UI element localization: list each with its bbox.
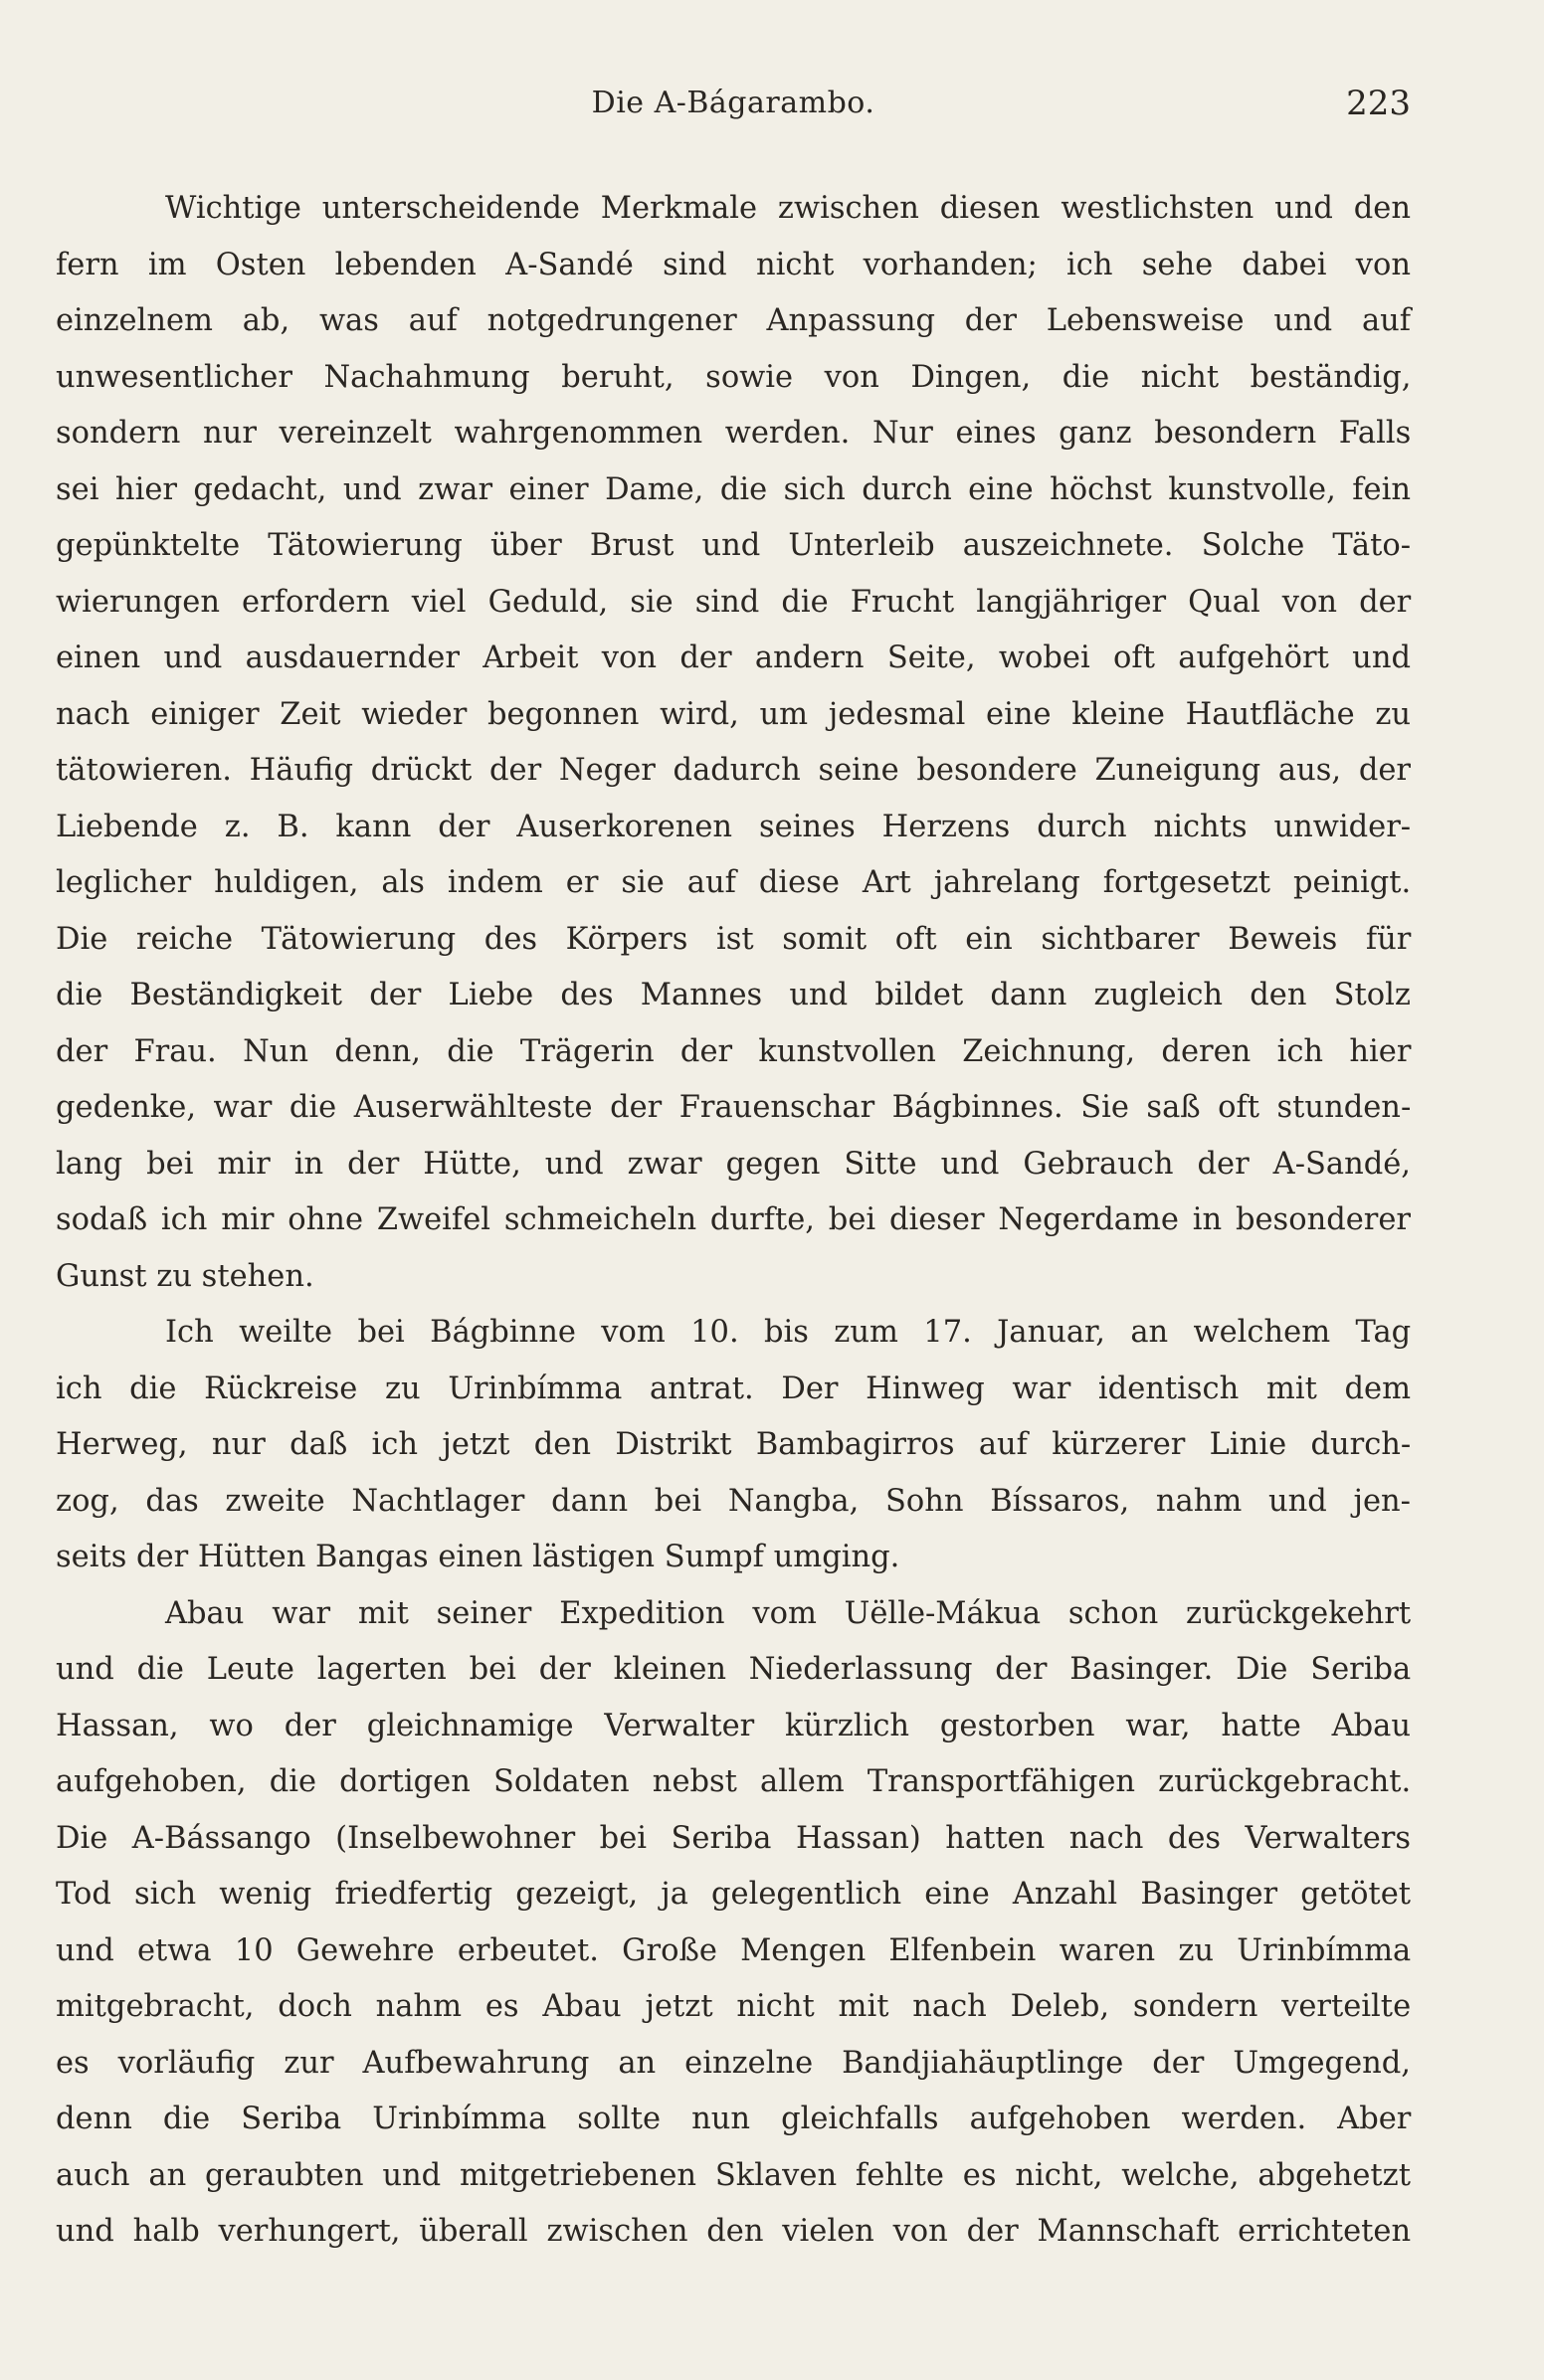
text-line: unwesentlicher Nachahmung beruht, sowie von Dingen, die nicht beständig, <box>56 359 1412 395</box>
text-line: Abau war mit seiner Expedition vom Uëlle-Mákua schon zurückgekehrt <box>165 1595 1412 1631</box>
text-line: und etwa 10 Gewehre erbeutet. Große Mengen Elfenbein waren zu Urinbímma <box>56 1932 1412 1968</box>
text-line: fern im Osten lebenden A-Sandé sind nicht vorhanden; ich sehe dabei von <box>56 247 1411 282</box>
body-text <box>56 181 1411 2261</box>
text-line: lang bei mir in der Hütte, und zwar gegen Sitte und Gebrauch der A-Sandé, <box>56 1146 1411 1182</box>
text-line: Tod sich wenig friedfertig gezeigt, ja gelegentlich eine Anzahl Basinger getötet <box>56 1877 1411 1912</box>
text-line: wierungen erfordern viel Geduld, sie sind die Frucht langjähriger Qual von der <box>56 584 1412 620</box>
text-line: sei hier gedacht, und zwar einer Dame, die sich durch eine höchst kunstvolle, fein <box>56 471 1411 507</box>
text-line: und halb verhungert, überall zwischen den vielen von der Mannschaft errichteten <box>56 2214 1412 2249</box>
text-line: Die A-Bássango (Inselbewohner bei Seriba Hassan) hatten nach des Verwalters <box>56 1820 1411 1856</box>
paragraph-3 <box>56 1586 1411 2261</box>
text-line: Liebende z. B. kann der Auserkorenen seines Herzens durch nichts unwider- <box>56 809 1412 844</box>
text-line: gepünktelte Tätowierung über Brust und Unterleib auszeichnete. Solche Täto- <box>56 528 1411 563</box>
paragraph-2 <box>56 1305 1411 1586</box>
text-line: einzelnem ab, was auf notgedrungener Anpassung der Lebensweise und auf <box>56 303 1412 338</box>
text-line: denn die Seriba Urinbímma sollte nun gleichfalls aufgehoben werden. Aber <box>56 2102 1412 2136</box>
text-line: nach einiger Zeit wieder begonnen wird, um jedesmal eine kleine Hautfläche zu <box>56 696 1412 732</box>
text-line: tätowieren. Häufig drückt der Neger dadurch seine besondere Zuneigung aus, der <box>56 753 1411 788</box>
text-line: auch an geraubten und mitgetriebenen Sklaven fehlte es nicht, welche, abgehetzt <box>56 2157 1411 2193</box>
text-line: ich die Rückreise zu Urinbímma antrat. Der Hinweg war identisch mit dem <box>56 1371 1411 1406</box>
text-line: mitgebracht, doch nahm es Abau jetzt nicht mit nach Deleb, sondern verteilte <box>56 1989 1412 2024</box>
text-line: die Beständigkeit der Liebe des Mannes und bildet dann zugleich den Stolz <box>56 978 1411 1012</box>
text-line: Gunst zu stehen. <box>56 1258 314 1294</box>
text-line: gedenke, war die Auserwählteste der Frauenschar Bágbinnes. Sie saß oft stunden- <box>56 1090 1412 1125</box>
text-line: sondern nur vereinzelt wahrgenommen werden. Nur eines ganz besondern Falls <box>56 416 1412 451</box>
text-line: und die Leute lagerten bei der kleinen Niederlassung der Basinger. Die Seriba <box>56 1652 1412 1687</box>
text-line: Ich weilte bei Bágbinne vom 10. bis zum 17. Januar, an welchem Tag <box>165 1315 1412 1350</box>
text-line: der Frau. Nun denn, die Trägerin der kunstvollen Zeichnung, deren ich hier <box>56 1033 1412 1069</box>
text-line: seits der Hütten Bangas einen lästigen Sumpf umging. <box>56 1540 900 1574</box>
paragraph-1 <box>56 181 1411 1305</box>
page-header <box>56 78 1411 137</box>
page-number: 223 <box>1346 84 1411 123</box>
text-line: aufgehoben, die dortigen Soldaten nebst allem Transportfähigen zurückgebracht. <box>56 1764 1412 1799</box>
text-line: leglicher huldigen, als indem er sie auf diese Art jahrelang fortgesetzt peinigt. <box>56 865 1412 900</box>
text-line: Herweg, nur daß ich jetzt den Distrikt Bambagirros auf kürzerer Linie durch- <box>56 1427 1412 1462</box>
text-line: sodaß ich mir ohne Zweifel schmeicheln durfte, bei dieser Negerdame in besonderer <box>56 1202 1411 1237</box>
text-line: Hassan, wo der gleichnamige Verwalter kürzlich gestorben war, hatte Abau <box>56 1708 1411 1743</box>
running-title: Die A-Bágarambo. <box>591 86 875 120</box>
text-line: einen und ausdauernder Arbeit von der andern Seite, wobei oft aufgehört und <box>56 641 1411 675</box>
text-line: zog, das zweite Nachtlager dann bei Nangba, Sohn Bíssaros, nahm und jen- <box>56 1483 1411 1519</box>
text-line: Wichtige unterscheidende Merkmale zwischen diesen westlichsten und den <box>165 191 1411 226</box>
text-line: es vorläufig zur Aufbewahrung an einzelne Bandjiahäuptlinge der Umgegend, <box>56 2045 1411 2081</box>
text-line: Die reiche Tätowierung des Körpers ist somit oft ein sichtbarer Beweis für <box>56 921 1412 957</box>
